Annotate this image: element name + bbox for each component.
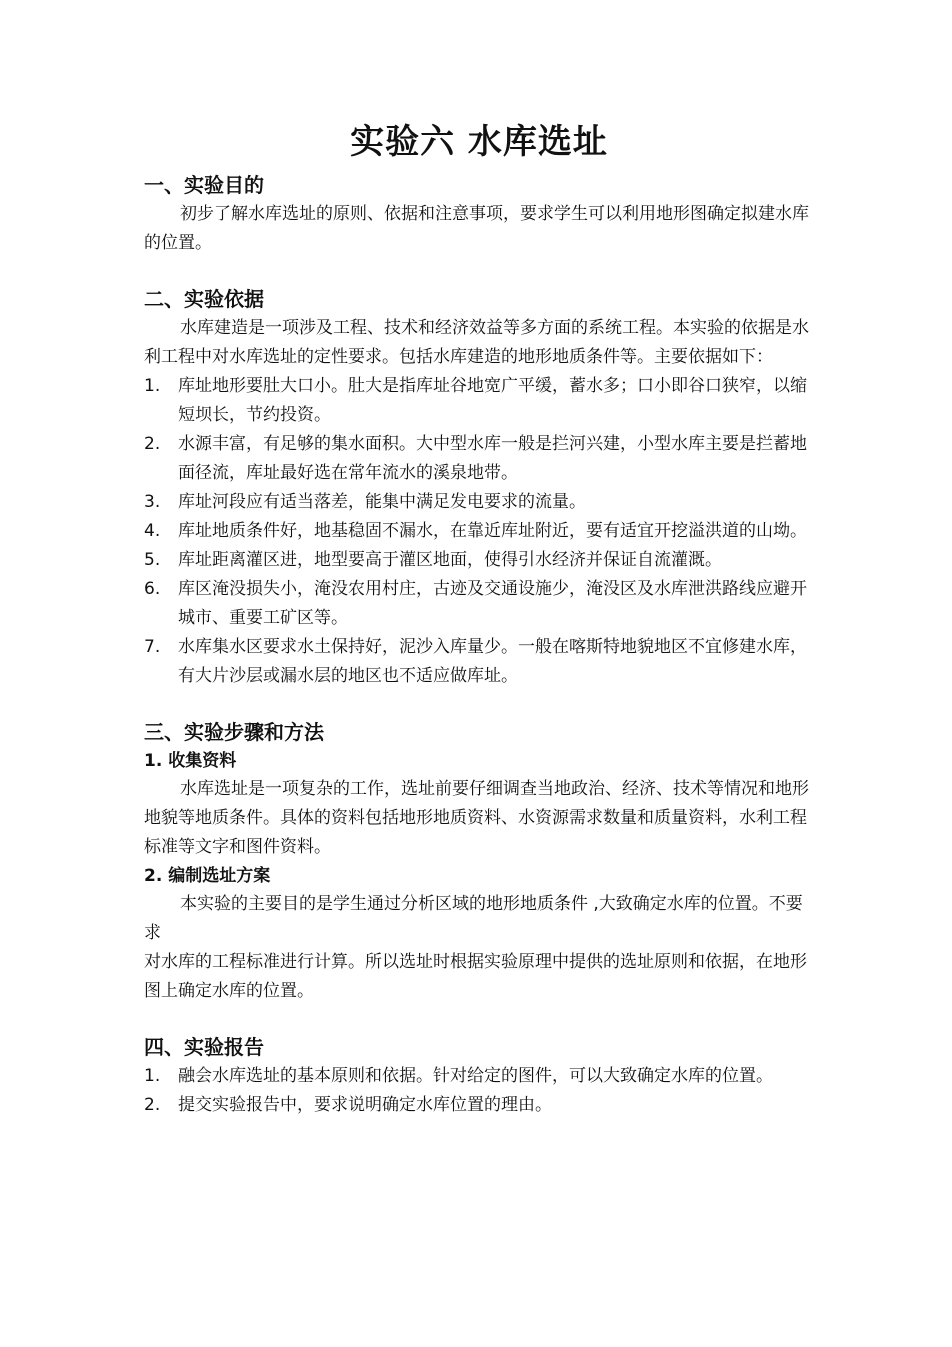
report-list	[144, 1062, 814, 1120]
section-paragraph-basis: 水库建造是一项涉及工程、技术和经济效益等多方面的系统工程。本实验的依据是水利工程中对水库选址的定性要求。包括水库建造的地形地质条件等。主要依据如下：	[144, 318, 809, 367]
list-item-text: 库址距离灌区进，地型要高于灌区地面，使得引水经济并保证自流灌溉。	[178, 550, 722, 570]
list-item	[144, 488, 814, 517]
subsection-heading-collect: 1. 收集资料	[144, 751, 237, 771]
list-item-number: 2.	[144, 434, 161, 454]
list-item	[144, 430, 814, 488]
list-item-text: 水库集水区要求水土保持好，泥沙入库量少。一般在喀斯特地貌地区不宜修建水库，有大片沙层或漏水层的地区也不适应做库址。	[178, 637, 807, 686]
subsection-paragraph-collect: 水库选址是一项复杂的工作，选址前要仔细调查当地政治、经济、技术等情况和地形地貌等地质条件。具体的资料包括地形地质资料、水资源需求数量和质量资料，水利工程标准等文字和图件资料。	[144, 779, 809, 857]
list-item-number: 5.	[144, 550, 161, 570]
subsection-heading-plan: 2. 编制选址方案	[144, 866, 271, 886]
list-item-text: 提交实验报告中，要求说明确定水库位置的理由。	[178, 1095, 552, 1115]
list-item	[144, 1091, 814, 1120]
list-item	[144, 1062, 814, 1091]
list-item-number: 3.	[144, 492, 161, 512]
list-item-number: 4.	[144, 521, 161, 541]
list-item-text: 库址地形要肚大口小。肚大是指库址谷地宽广平缓，蓄水多；口小即谷口狭窄，以缩短坝长，节约投资。	[178, 376, 807, 425]
subsection-paragraph-plan-b: 对水库的工程标准进行计算。所以选址时根据实验原理中提供的选址原则和依据，在地形图上确定水库的位置。	[144, 952, 807, 1001]
list-item-text: 库址河段应有适当落差，能集中满足发电要求的流量。	[178, 492, 586, 512]
section-heading-steps: 三、实验步骤和方法	[144, 720, 324, 744]
list-item-text: 融会水库选址的基本原则和依据。针对给定的图件，可以大致确定水库的位置。	[178, 1066, 773, 1086]
list-item-number: 6.	[144, 579, 161, 599]
list-item-text: 水源丰富，有足够的集水面积。大中型水库一般是拦河兴建，小型水库主要是拦蓄地面径流，库址最好选在常年流水的溪泉地带。	[178, 434, 807, 483]
list-item	[144, 633, 814, 691]
section-paragraph-purpose: 初步了解水库选址的原则、依据和注意事项，要求学生可以利用地形图确定拟建水库的位置。	[144, 204, 809, 253]
list-item	[144, 517, 814, 546]
document-page	[144, 118, 814, 1120]
list-item-number: 1.	[144, 1066, 161, 1086]
basis-list	[144, 372, 814, 691]
list-item-number: 2.	[144, 1095, 161, 1115]
list-item	[144, 372, 814, 430]
section-heading-purpose: 一、实验目的	[144, 173, 264, 197]
subsection-paragraph-plan-a: 本实验的主要目的是学生通过分析区域的地形地质条件 ,大致确定水库的位置。不要求	[144, 894, 803, 943]
list-item-number: 1.	[144, 376, 161, 396]
section-heading-basis: 二、实验依据	[144, 287, 264, 311]
list-item-text: 库区淹没损失小，淹没农用村庄，古迹及交通设施少，淹没区及水库泄洪路线应避开城市、重要工矿区等。	[178, 579, 807, 628]
list-item	[144, 546, 814, 575]
list-item	[144, 575, 814, 633]
section-heading-report: 四、实验报告	[144, 1035, 264, 1059]
document-title: 实验六 水库选址	[350, 122, 608, 162]
list-item-number: 7.	[144, 637, 161, 657]
list-item-text: 库址地质条件好，地基稳固不漏水，在靠近库址附近，要有适宜开挖溢洪道的山坳。	[178, 521, 807, 541]
